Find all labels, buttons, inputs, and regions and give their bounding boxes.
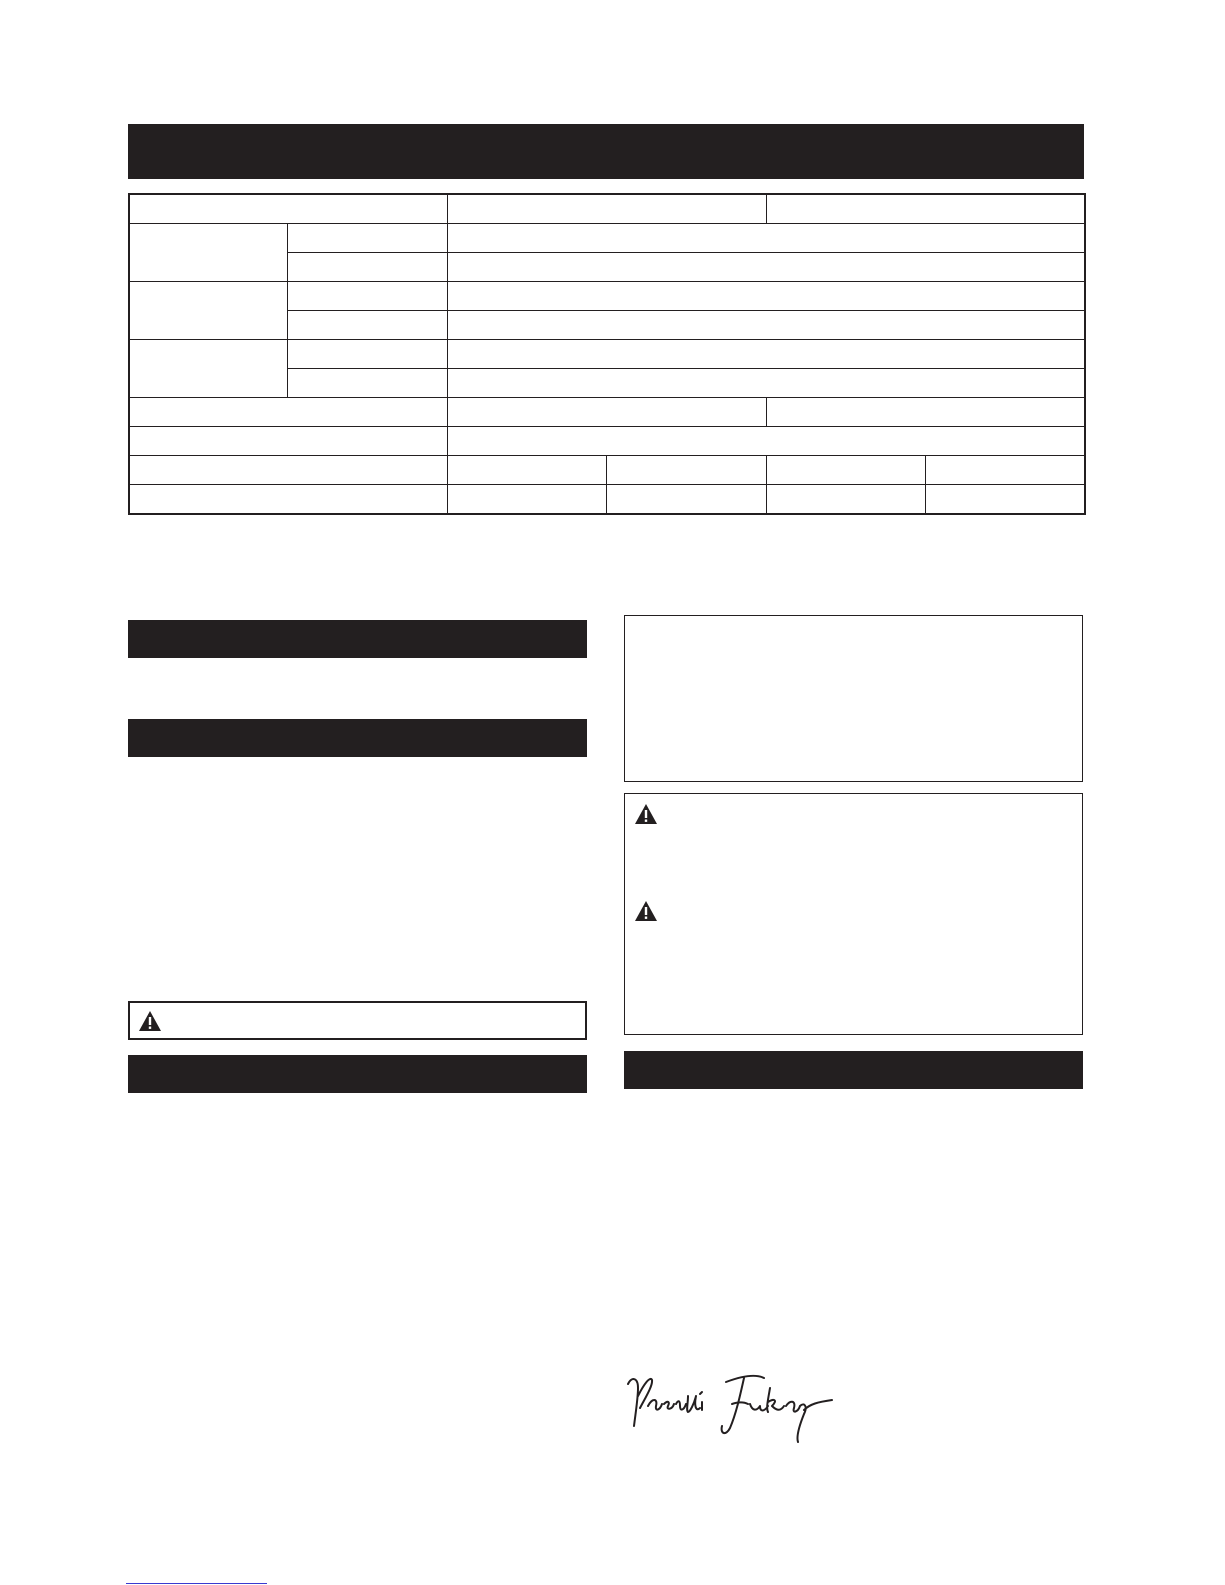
table-cell [766,456,925,485]
footer-rule [126,1583,267,1584]
warning-box [128,1001,587,1040]
table-cell [447,340,1085,369]
table-cell [766,398,1085,427]
table-cell [766,194,1085,224]
section-header-bar-2 [128,719,587,757]
table-row [129,398,1085,427]
warning-triangle-icon [634,803,658,825]
table-cell [129,282,287,340]
table-cell [447,224,1085,253]
table-cell [447,311,1085,340]
section-header-bar-3 [128,1055,587,1093]
table-cell [129,194,447,224]
table-cell [447,398,766,427]
table-cell [925,485,1085,515]
table-cell [447,427,1085,456]
table-cell [287,369,447,398]
specifications-header-bar [128,124,1084,179]
table-row [129,282,1085,311]
table-row [129,427,1085,456]
table-cell [129,427,447,456]
table-cell [447,485,606,515]
table-cell [447,282,1085,311]
table-row [129,340,1085,369]
table-row [129,194,1085,224]
table-cell [287,282,447,311]
warning-triangle-icon [138,1010,162,1032]
table-cell [766,485,925,515]
table-cell [287,224,447,253]
section-header-bar-1 [128,620,587,658]
table-cell [129,485,447,515]
table-cell [606,485,766,515]
table-cell [606,456,766,485]
table-cell [925,456,1085,485]
table-row [129,224,1085,253]
table-cell [129,340,287,398]
table-cell [129,224,287,282]
warning-triangle-icon [634,900,658,922]
table-row [129,485,1085,515]
table-cell [287,340,447,369]
table-row [129,456,1085,485]
table-cell [447,194,766,224]
table-cell [447,253,1085,282]
table-cell [447,369,1085,398]
specifications-table [128,193,1086,515]
warning-box-double [624,793,1083,1035]
section-header-bar-4 [624,1051,1083,1089]
table-cell [287,311,447,340]
table-cell [129,398,447,427]
table-cell [129,456,447,485]
signature-image [622,1366,842,1446]
table-cell [447,456,606,485]
table-cell [287,253,447,282]
notice-box [624,615,1083,782]
